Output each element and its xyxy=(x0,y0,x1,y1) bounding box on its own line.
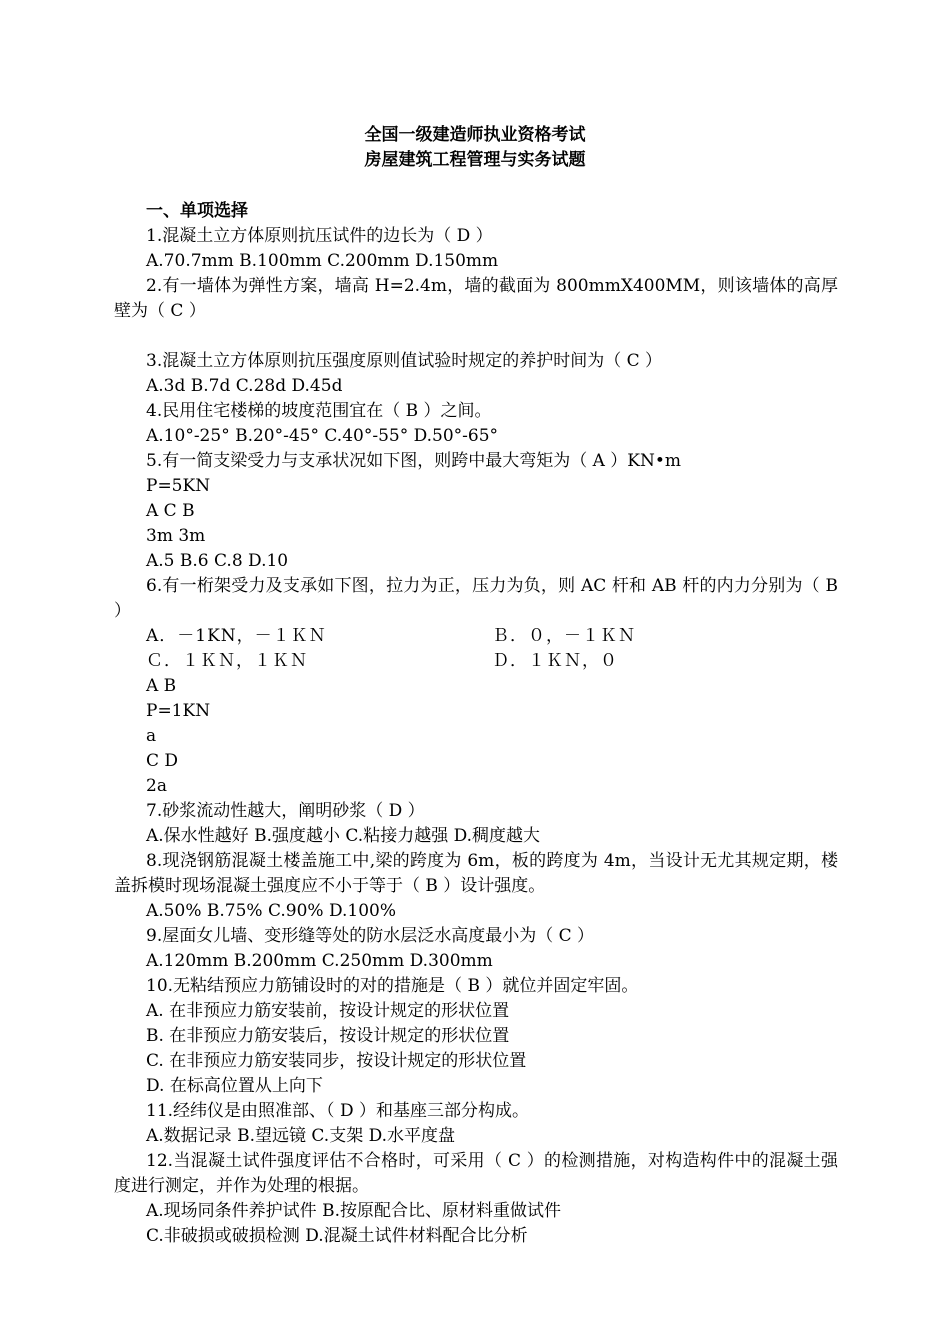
question-4-stem: 4.民用住宅楼梯的坡度范围宜在（ B ）之间。 xyxy=(146,401,492,421)
section-heading: 一、单项选择 xyxy=(146,201,248,221)
question-10-stem: 10.无粘结预应力筋铺设时的对的措施是（ B ）就位并固定牢固。 xyxy=(146,976,639,996)
question-11-stem: 11.经纬仪是由照准部、（ D ）和基座三部分构成。 xyxy=(146,1101,529,1121)
question-3-options: A.3d B.7d C.28d D.45d xyxy=(146,376,343,396)
question-10-option-d: D. 在标高位置从上向下 xyxy=(146,1076,323,1096)
question-7-options: A.保水性越好 B.强度越小 C.粘接力越强 D.稠度越大 xyxy=(146,826,541,846)
question-5-figure-spans: 3m 3m xyxy=(146,526,206,546)
question-12-options-line-1: A.现场同条件养护试件 B.按原配合比、原材料重做试件 xyxy=(146,1201,561,1221)
question-5-options: A.5 B.6 C.8 D.10 xyxy=(146,551,289,571)
question-4-options: A.10°-25° B.20°-45° C.40°-55° D.50°-65° xyxy=(146,426,499,446)
question-8-stem: 8.现浇钢筋混凝土楼盖施工中,梁的跨度为 6m，板的跨度为 4m，当设计无尤其规定期，楼盖拆模时现场混凝土强度应不小于等于（ B ）设计强度。 xyxy=(114,851,838,896)
question-6-figure-load: P=1KN xyxy=(146,701,211,721)
question-12-stem: 12.当混凝土试件强度评估不合格时，可采用（ C ）的检测措施，对构造构件中的混凝土强度进行测定，并作为处理的根据。 xyxy=(114,1151,838,1196)
question-5-figure-points: A C B xyxy=(146,501,195,521)
question-3-stem: 3.混凝土立方体原则抗压强度原则值试验时规定的养护时间为（ C ） xyxy=(146,351,663,371)
question-9-stem: 9.屋面女儿墙、变形缝等处的防水层泛水高度最小为（ C ） xyxy=(146,926,595,946)
question-1-options: A.70.7mm B.100mm C.200mm D.150mm xyxy=(146,251,499,271)
question-6-stem: 6.有一桁架受力及支承如下图，拉力为正，压力为负，则 AC 杆和 AB 杆的内力分别为（ B ） xyxy=(114,576,838,621)
question-7-stem: 7.砂浆流动性越大，阐明砂浆（ D ） xyxy=(146,801,425,821)
question-6-figure-a: a xyxy=(146,726,157,746)
question-2-stem: 2.有一墙体为弹性方案，墙高 H=2.4m，墙的截面为 800mmX400MM，则该墙体的高厚壁为（ C ） xyxy=(114,276,838,321)
question-6-option-c: Ｃ．１ＫＮ，１ＫＮ xyxy=(146,651,308,671)
question-10-option-b: B. 在非预应力筋安装后，按设计规定的形状位置 xyxy=(146,1026,510,1046)
question-5-figure-load: P=5KN xyxy=(146,476,211,496)
question-6-option-d: Ｄ．１ＫＮ，０ xyxy=(492,651,618,671)
question-12-options-line-2: C.非破损或破损检测 D.混凝土试件材料配合比分析 xyxy=(146,1226,528,1246)
document-title: 全国一级建造师执业资格考试 xyxy=(364,125,586,145)
question-10-option-c: C. 在非预应力筋安装同步，按设计规定的形状位置 xyxy=(146,1051,527,1071)
question-6-figure-2a: 2a xyxy=(146,776,167,796)
question-8-options: A.50% B.75% C.90% D.100% xyxy=(146,901,396,921)
question-6-figure-bottom: C D xyxy=(146,751,179,771)
question-1-stem: 1.混凝土立方体原则抗压试件的边长为（ D ） xyxy=(146,226,493,246)
question-11-options: A.数据记录 B.望远镜 C.支架 D.水平度盘 xyxy=(146,1126,456,1146)
question-5-stem: 5.有一简支梁受力与支承状况如下图，则跨中最大弯矩为（ A ）KN•m xyxy=(146,451,682,471)
question-6-option-a: A．－1KN，－１ＫＮ xyxy=(146,626,327,646)
document-subtitle: 房屋建筑工程管理与实务试题 xyxy=(364,150,586,170)
question-9-options: A.120mm B.200mm C.250mm D.300mm xyxy=(146,951,493,971)
question-6-figure-top: A B xyxy=(146,676,177,696)
question-10-option-a: A. 在非预应力筋安装前，按设计规定的形状位置 xyxy=(146,1001,510,1021)
question-6-option-b: Ｂ．０，－１ＫＮ xyxy=(492,626,636,646)
